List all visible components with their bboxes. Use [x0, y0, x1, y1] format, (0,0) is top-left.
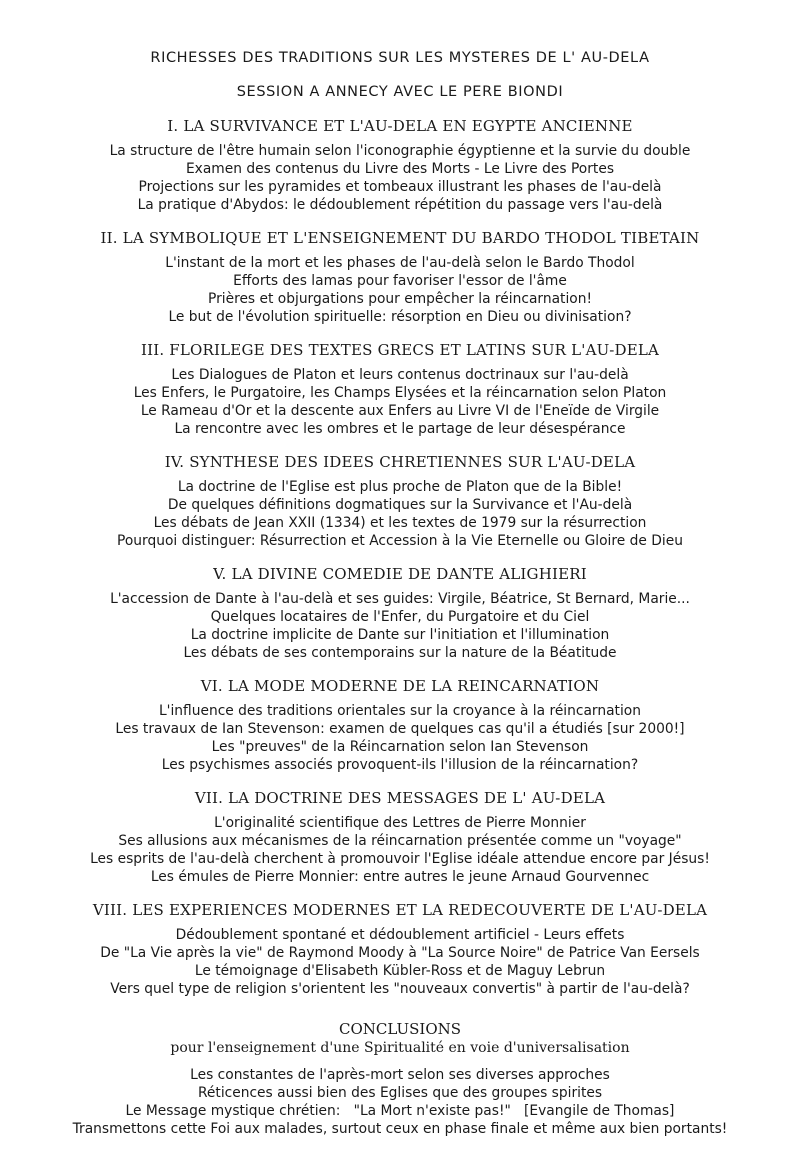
section-line: Ses allusions aux mécanismes de la réincarnation présentée comme un "voyage": [118, 833, 682, 849]
conclusion-line: Réticences aussi bien des Eglises que des groupes spirites: [197, 1085, 603, 1101]
section-line: Projections sur les pyramides et tombeaux illustrant les phases de l'au-delà: [138, 179, 662, 195]
section-line: Les débats de Jean XXII (1334) et les textes de 1979 sur la résurrection: [153, 515, 647, 531]
section-line: Le Rameau d'Or et la descente aux Enfers au Livre VI de l'Eneïde de Virgile: [140, 403, 660, 419]
conclusions-section: [0, 1020, 800, 1138]
section-heading: VIII. LES EXPERIENCES MODERNES ET LA REDECOUVERTE DE L'AU-DELA: [92, 901, 708, 919]
section-line: Pourquoi distinguer: Résurrection et Accession à la Vie Eternelle ou Gloire de Dieu: [117, 533, 683, 549]
section-line: Les débats de ses contemporains sur la nature de la Béatitude: [183, 645, 617, 661]
conclusions-subtitle: pour l'enseignement d'une Spiritualité en voie d'universalisation: [170, 1040, 630, 1056]
section-line: Vers quel type de religion s'orientent les "nouveaux convertis" à partir de l'au-delà?: [110, 981, 690, 997]
section-line: Efforts des lamas pour favoriser l'essor de l'âme: [233, 273, 567, 289]
section-line: Les travaux de Ian Stevenson: examen de quelques cas qu'il a étudiés [sur 2000!]: [115, 721, 685, 737]
section-line: Les "preuves" de la Réincarnation selon Ian Stevenson: [211, 739, 589, 755]
section-line: L'instant de la mort et les phases de l'au-delà selon le Bardo Thodol: [165, 255, 635, 271]
section-line: La doctrine implicite de Dante sur l'initiation et l'illumination: [190, 627, 610, 643]
section-line: La structure de l'être humain selon l'iconographie égyptienne et la survie du double: [109, 143, 691, 159]
conclusion-line: Les constantes de l'après-mort selon ses diverses approches: [190, 1067, 610, 1083]
section-line: Quelques locataires de l'Enfer, du Purgatoire et du Ciel: [210, 609, 590, 625]
section-messages-au-dela: [0, 788, 800, 886]
section-heading: VII. LA DOCTRINE DES MESSAGES DE L' AU-DELA: [194, 789, 606, 807]
section-experiences-modernes: [0, 900, 800, 998]
section-line: Les esprits de l'au-delà cherchent à promouvoir l'Eglise idéale attendue encore par Jésus!: [90, 851, 710, 867]
document-title: RICHESSES DES TRADITIONS SUR LES MYSTERES DE L' AU-DELA: [150, 50, 650, 66]
section-line: La doctrine de l'Eglise est plus proche de Platon que de la Bible!: [177, 479, 623, 495]
section-line: De "La Vie après la vie" de Raymond Moody à "La Source Noire" de Patrice Van Eersels: [100, 945, 700, 961]
section-line: Examen des contenus du Livre des Morts - Le Livre des Portes: [185, 161, 615, 177]
section-heading: IV. SYNTHESE DES IDEES CHRETIENNES SUR L'AU-DELA: [164, 453, 636, 471]
section-heading: V. LA DIVINE COMEDIE DE DANTE ALIGHIERI: [213, 565, 587, 583]
section-line: La rencontre avec les ombres et le partage de leur désespérance: [174, 421, 626, 437]
conclusion-line: Transmettons cette Foi aux malades, surtout ceux en phase finale et même aux bien portants!: [72, 1121, 728, 1137]
section-line: Les Enfers, le Purgatoire, les Champs Elysées et la réincarnation selon Platon: [133, 385, 667, 401]
section-idees-chretiennes: [0, 452, 800, 550]
section-line: L'accession de Dante à l'au-delà et ses guides: Virgile, Béatrice, St Bernard, Marie...: [110, 591, 690, 607]
conclusions-title: CONCLUSIONS: [338, 1020, 462, 1038]
section-bardo-thodol: [0, 228, 800, 326]
section-line: Prières et objurgations pour empêcher la réincarnation!: [208, 291, 592, 307]
section-line: Le but de l'évolution spirituelle: résorption en Dieu ou divinisation?: [168, 309, 632, 325]
section-textes-grecs-latins: [0, 340, 800, 438]
section-line: De quelques définitions dogmatiques sur la Survivance et l'Au-delà: [167, 497, 633, 513]
section-heading: III. FLORILEGE DES TEXTES GRECS ET LATINS SUR L'AU-DELA: [140, 341, 660, 359]
section-line: Le témoignage d'Elisabeth Kübler-Ross et de Maguy Lebrun: [194, 963, 606, 979]
section-line: L'influence des traditions orientales sur la croyance à la réincarnation: [158, 703, 641, 719]
section-heading: VI. LA MODE MODERNE DE LA REINCARNATION: [200, 677, 600, 695]
section-divine-comedie: [0, 564, 800, 662]
section-line: La pratique d'Abydos: le dédoublement répétition du passage vers l'au-delà: [137, 197, 663, 213]
section-line: Les Dialogues de Platon et leurs contenus doctrinaux sur l'au-delà: [171, 367, 629, 383]
section-line: L'originalité scientifique des Lettres de Pierre Monnier: [214, 815, 586, 831]
section-line: Les psychismes associés provoquent-ils l'illusion de la réincarnation?: [161, 757, 639, 773]
section-heading: I. LA SURVIVANCE ET L'AU-DELA EN EGYPTE ANCIENNE: [167, 117, 633, 135]
session-title: SESSION A ANNECY AVEC LE PERE BIONDI: [236, 84, 564, 100]
section-line: Les émules de Pierre Monnier: entre autres le jeune Arnaud Gourvennec: [150, 869, 650, 885]
section-line: Dédoublement spontané et dédoublement artificiel - Leurs effets: [175, 927, 625, 943]
section-heading: II. LA SYMBOLIQUE ET L'ENSEIGNEMENT DU BARDO THODOL TIBETAIN: [100, 229, 700, 247]
conclusion-line: Le Message mystique chrétien: "La Mort n'existe pas!" [Evangile de Thomas]: [125, 1103, 675, 1119]
section-egypte: [0, 116, 800, 214]
section-reincarnation: [0, 676, 800, 774]
